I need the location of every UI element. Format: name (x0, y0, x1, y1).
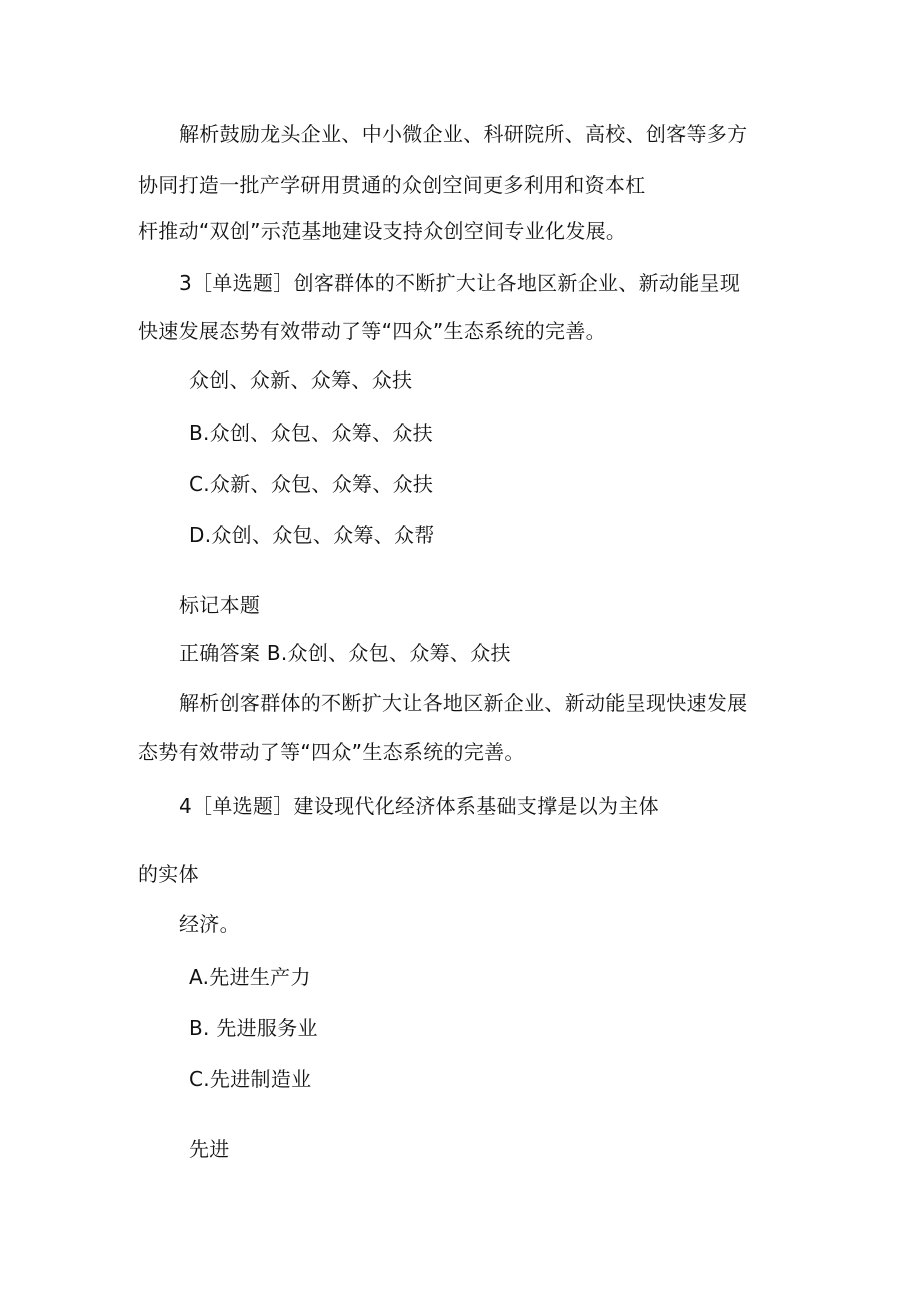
question-3-stem-line-2: 快速发展态势有效带动了等“四众”生态系统的完善。 (138, 319, 606, 343)
question-3-analysis-line-1: 解析创客群体的不断扩大让各地区新企业、新动能呈现快速发展 (179, 691, 748, 715)
question-4-option-c: C.先进制造业 (189, 1067, 312, 1091)
analysis-text-line-2: 协同打造一批产学研用贯通的众创空间更多利用和资本杠 (138, 173, 646, 197)
question-3-analysis-line-2: 态势有效带动了等“四众”生态系统的完善。 (138, 740, 525, 764)
question-4-option-d: 先进 (189, 1137, 230, 1161)
question-4-stem-line-3: 经济。 (179, 912, 240, 936)
question-3-option-c: C.众新、众包、众筹、众扶 (189, 472, 434, 496)
question-3-correct-answer: 正确答案 B.众创、众包、众筹、众扶 (179, 641, 511, 665)
question-3-option-b: B.众创、众包、众筹、众扶 (189, 421, 433, 445)
question-4-option-b: B. 先进服务业 (189, 1016, 318, 1040)
question-4-stem-line-2: 的实体 (138, 862, 199, 886)
question-3-option-a: 众创、众新、众筹、众扶 (189, 368, 413, 392)
question-3-stem-line-1: 3［单选题］创客群体的不断扩大让各地区新企业、新动能呈现 (179, 271, 741, 295)
analysis-text-line-1: 解析鼓励龙头企业、中小微企业、科研院所、高校、创客等多方 (179, 122, 748, 146)
question-3-option-d: D.众创、众包、众筹、众帮 (189, 523, 435, 547)
question-4-option-a: A.先进生产力 (189, 965, 311, 989)
question-3-mark-label: 标记本题 (179, 593, 261, 617)
question-4-stem-line-1: 4［单选题］建设现代化经济体系基础支撑是以为主体 (179, 794, 659, 818)
analysis-text-line-3: 杆推动“双创”示范基地建设支持众创空间专业化发展。 (138, 219, 627, 243)
